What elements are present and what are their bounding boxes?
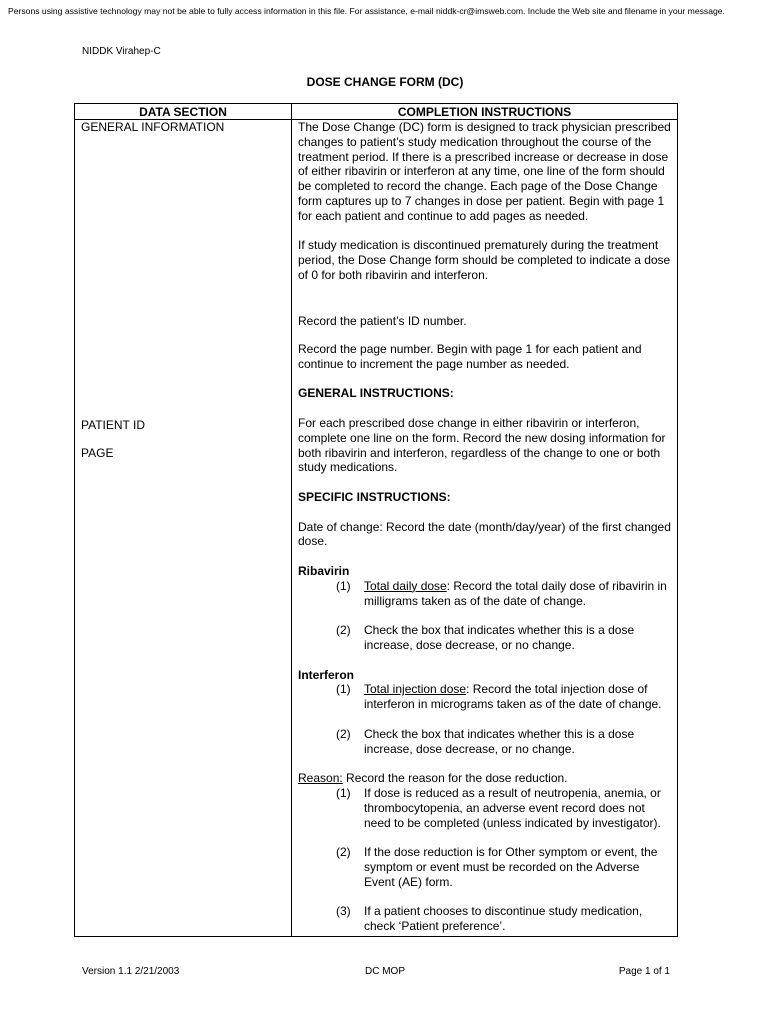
data-section-header: DATA SECTION <box>75 104 292 120</box>
general-info-label: GENERAL INFORMATION <box>81 120 225 134</box>
general-info-block <box>298 120 673 314</box>
patient-id-instruction: Record the patient’s ID number. <box>298 314 467 328</box>
accessibility-notice: Persons using assistive technology may not be able to fully access information in this file. For assistance, e-mail niddk-cr@imsweb.com. Include the Web site and filename in your message. <box>8 6 725 16</box>
item-number: (3) <box>336 904 351 919</box>
item-text: If dose is reduced as a result of neutropenia, anemia, or thrombocytopenia, an adverse event record does not need to be completed (unless indicated by investigator). <box>364 785 661 830</box>
general-instructions-heading: GENERAL INSTRUCTIONS: <box>298 386 454 401</box>
footer-doc-name: DC MOP <box>365 966 405 977</box>
general-info-paragraph-1: The Dose Change (DC) form is designed to track physician prescribed changes to patient’s study medication throughout the course of the treatment period. If there is a prescribed increase or decrease in dose of either ribavirin or interferon at any time, one line of the form should be completed to record the change. Each page of the Dose Change form captures up to 7 changes in dose per patient. Begin with page 1 for each patient and continue to add pages as needed. <box>298 120 671 223</box>
reason-item-3 <box>298 904 673 936</box>
patient-id-label: PATIENT ID <box>81 418 146 432</box>
page-block <box>298 342 673 936</box>
interferon-item-2 <box>298 727 673 757</box>
item-text <box>364 579 673 609</box>
item-number: (1) <box>336 578 351 593</box>
footer-page-number: Page 1 of 1 <box>618 966 670 977</box>
ribavirin-heading: Ribavirin <box>298 563 350 578</box>
item-text: Check the box that indicates whether this is a dose increase, dose decrease, or no change. <box>364 623 635 652</box>
reason-text: Record the reason for the dose reduction. <box>342 771 568 786</box>
item-number: (2) <box>336 845 351 860</box>
reason-instruction <box>298 771 673 786</box>
study-name: NIDDK Virahep-C <box>82 46 161 57</box>
instructions-table <box>74 103 678 937</box>
interferon-item-1 <box>298 682 673 712</box>
data-section-column <box>75 120 292 937</box>
general-info-label-block <box>81 120 291 418</box>
interferon-heading: Interferon <box>298 667 355 682</box>
item-number: (2) <box>336 623 351 638</box>
patient-id-label-block <box>81 418 291 446</box>
completion-instructions-column <box>292 120 678 937</box>
reason-item-2 <box>298 845 673 889</box>
item-text: Check the box that indicates whether this is a dose increase, dose decrease, or no change. <box>364 726 635 756</box>
total-daily-dose-term: Total daily dose <box>364 578 447 593</box>
page-title: DOSE CHANGE FORM (DC) <box>306 75 464 89</box>
item-number: (2) <box>336 726 351 741</box>
total-daily-dose-text: : Record the total daily dose of ribavirin in milligrams taken as of the date of change. <box>364 578 667 608</box>
specific-instructions-heading: SPECIFIC INSTRUCTIONS: <box>298 489 451 504</box>
ribavirin-item-1 <box>298 579 673 609</box>
date-of-change-instruction: Date of change: Record the date (month/day/year) of the first changed dose. <box>298 519 671 549</box>
reason-term: Reason: <box>298 771 343 786</box>
reason-item-1 <box>298 786 673 830</box>
item-text <box>364 682 673 712</box>
page-instruction: Record the page number. Begin with page 1 for each patient and continue to increment the page number as needed. <box>298 342 642 371</box>
item-number: (1) <box>336 785 351 800</box>
general-instructions-text: For each prescribed dose change in either ribavirin or interferon, complete one line on the form. Record the new dosing information for both ribavirin and interferon, regardless of the change to one or both study medications. <box>298 415 666 475</box>
total-injection-dose-term: Total injection dose <box>364 682 467 697</box>
completion-instructions-header: COMPLETION INSTRUCTIONS <box>292 104 678 120</box>
ribavirin-item-2 <box>298 623 673 653</box>
patient-id-block <box>298 314 673 342</box>
table-header-row <box>75 104 678 120</box>
page-label-block <box>81 446 291 461</box>
total-injection-dose-text: : Record the total injection dose of interferon in micrograms taken as of the date of change. <box>364 682 662 712</box>
item-text: If the dose reduction is for Other symptom or event, the symptom or event must be recorded on the Adverse Event (AE) form. <box>364 845 658 889</box>
general-info-paragraph-2: If study medication is discontinued prematurely during the treatment period, the Dose Change form should be completed to indicate a dose of 0 for both ribavirin and interferon. <box>298 238 671 282</box>
footer-version: Version 1.1 2/21/2003 <box>82 966 180 977</box>
item-text: If a patient chooses to discontinue study medication, check ‘Patient preference’. <box>364 904 643 934</box>
table-body-row <box>75 120 678 937</box>
item-number: (1) <box>336 682 351 697</box>
page-label: PAGE <box>81 446 114 460</box>
